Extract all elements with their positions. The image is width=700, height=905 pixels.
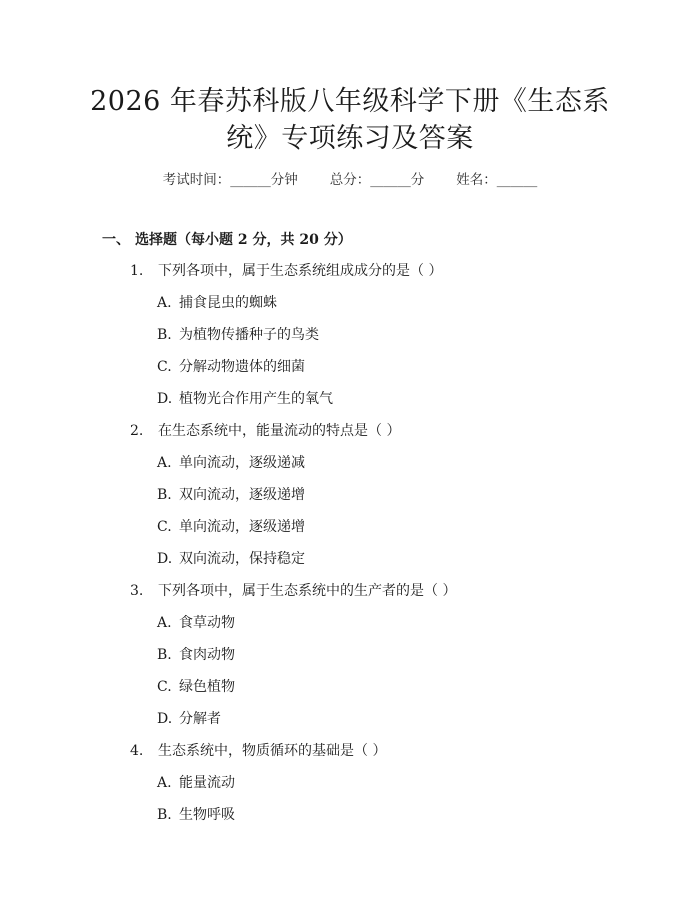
document-title-line-1: 2026 年春苏科版八年级科学下册《生态系	[90, 86, 610, 117]
option-letter: C.	[157, 519, 172, 535]
option-letter: D.	[157, 391, 173, 407]
answer-option	[157, 676, 235, 696]
question-stem	[130, 580, 456, 600]
option-letter: D.	[157, 711, 173, 727]
option-text: 绿色植物	[179, 679, 235, 695]
option-letter: C.	[157, 359, 172, 375]
section-number: 一、	[102, 232, 130, 248]
exam-total-score: 总分：______分	[329, 172, 425, 188]
option-text: 食草动物	[179, 615, 235, 631]
option-letter: A.	[157, 615, 172, 631]
answer-option	[157, 612, 235, 632]
option-text: 植物光合作用产生的氧气	[179, 391, 333, 407]
document-title-line-2: 统》专项练习及答案	[226, 123, 474, 154]
question-number: 3.	[130, 583, 144, 599]
answer-option	[157, 292, 277, 312]
answer-option	[157, 388, 333, 408]
option-text: 双向流动，保持稳定	[179, 551, 305, 567]
answer-option	[157, 356, 305, 376]
answer-option	[157, 548, 305, 568]
option-letter: B.	[157, 807, 172, 823]
answer-option	[157, 484, 305, 504]
option-letter: B.	[157, 487, 172, 503]
option-text: 单向流动，逐级递增	[179, 519, 305, 535]
option-letter: B.	[157, 327, 172, 343]
question-text: 在生态系统中，能量流动的特点是（ ）	[158, 423, 401, 439]
exam-info	[0, 168, 700, 188]
question-stem	[130, 420, 400, 440]
question-number: 2.	[130, 423, 144, 439]
question-number: 4.	[130, 743, 144, 759]
option-text: 单向流动，逐级递减	[179, 455, 305, 471]
question-number: 1.	[130, 263, 144, 279]
option-text: 为植物传播种子的鸟类	[179, 327, 319, 343]
question-stem	[130, 740, 386, 760]
option-text: 能量流动	[179, 775, 235, 791]
answer-option	[157, 644, 235, 664]
answer-option	[157, 516, 305, 536]
exam-time: 考试时间：______分钟	[162, 172, 298, 188]
question-text: 下列各项中，属于生态系统组成成分的是（ ）	[158, 263, 443, 279]
answer-option	[157, 452, 305, 472]
option-text: 生物呼吸	[179, 807, 235, 823]
option-letter: C.	[157, 679, 172, 695]
answer-option	[157, 804, 235, 824]
option-text: 食肉动物	[179, 647, 235, 663]
question-text: 下列各项中，属于生态系统中的生产者的是（ ）	[158, 583, 457, 599]
question-stem	[130, 260, 442, 280]
answer-option	[157, 708, 221, 728]
answer-option	[157, 772, 235, 792]
option-letter: D.	[157, 551, 173, 567]
option-text: 分解者	[179, 711, 221, 727]
answer-option	[157, 324, 319, 344]
option-letter: A.	[157, 455, 172, 471]
section-title: 选择题（每小题 2 分，共 20 分）	[135, 232, 352, 248]
option-text: 捕食昆虫的蜘蛛	[179, 295, 277, 311]
question-text: 生态系统中，物质循环的基础是（ ）	[158, 743, 387, 759]
section-heading	[102, 229, 352, 249]
option-letter: A.	[157, 295, 172, 311]
option-text: 分解动物遗体的细菌	[179, 359, 305, 375]
option-letter: A.	[157, 775, 172, 791]
option-text: 双向流动，逐级递增	[179, 487, 305, 503]
option-letter: B.	[157, 647, 172, 663]
student-name: 姓名：______	[456, 172, 538, 188]
